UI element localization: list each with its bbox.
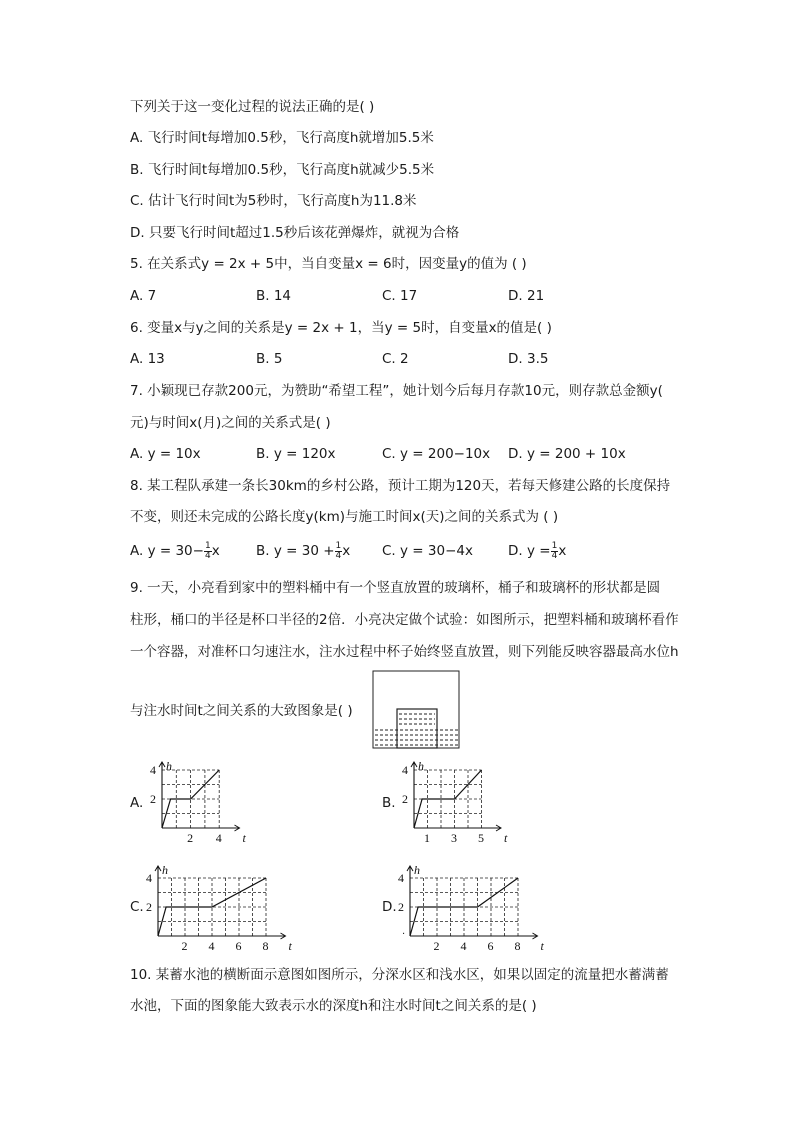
x-tick-label: 6 xyxy=(235,939,242,953)
q9-stem-line2: 柱形，桶口的半径是杯口半径的2倍．小亮决定做个试验：如图所示，把塑料桶和玻璃杯看作 xyxy=(130,612,679,628)
q6-option-a: A. 13 xyxy=(130,351,165,367)
q4-option-b: B. 飞行时间t每增加0.5秒，飞行高度h就减少5.5米 xyxy=(130,162,435,178)
fraction-numerator: 1 xyxy=(335,540,342,551)
graph-d xyxy=(396,862,546,952)
q8-option-c: C. y = 30−4x xyxy=(382,543,473,559)
q10-stem-line1: 10. 某蓄水池的横断面示意图如图所示，分深水区和浅水区，如果以固定的流量把水蓄满蓄 xyxy=(130,967,669,983)
x-tick-label: 5 xyxy=(478,831,484,845)
variable-x: x xyxy=(558,543,567,559)
x-tick-label: 4 xyxy=(208,939,215,953)
variable-x: x xyxy=(342,543,351,559)
bucket-cup-figure xyxy=(372,670,462,750)
graph-b-label: B. xyxy=(382,795,396,811)
q7-option-a: A. y = 10x xyxy=(130,446,201,462)
x-tick-label: 3 xyxy=(451,831,457,845)
q8-option-a-text: A. y = 30− xyxy=(130,543,204,559)
q5-option-c: C. 17 xyxy=(382,288,418,304)
q9-stem-line3: 一个容器，对准杯口匀速注水，注水过程中杯子始终竖直放置，则下列能反映容器最高水位h xyxy=(130,644,679,660)
y-tick-label: 2 xyxy=(146,900,152,914)
axis-label-t: t xyxy=(504,831,508,845)
x-tick-label: 4 xyxy=(215,831,222,845)
q8-option-b-text: B. y = 30 + xyxy=(256,543,335,559)
q8-option-d xyxy=(508,541,566,561)
x-tick-label: 2 xyxy=(187,831,194,845)
q4-option-c: C. 估计飞行时间t为5秒时，飞行高度h为11.8米 xyxy=(130,193,417,209)
fraction-denominator: 4 xyxy=(551,550,558,561)
q8-option-a xyxy=(130,541,220,561)
q8-option-b xyxy=(256,541,350,561)
q6-option-b: B. 5 xyxy=(256,351,283,367)
q7-stem-line1: 7. 小颖现已存款200元，为赞助“希望工程”，她计划今后每月存款10元，则存款总金额y( xyxy=(130,383,663,399)
graph-a xyxy=(144,758,254,844)
fraction-numerator: 1 xyxy=(204,540,211,551)
fraction-denominator: 4 xyxy=(204,550,211,561)
y-tick-label: 2 xyxy=(398,900,404,914)
variable-x: x xyxy=(211,543,220,559)
q5-option-d: D. 21 xyxy=(508,288,545,304)
q10-stem-line2: 水池，下面的图象能大致表示水的深度h和注水时间t之间关系的是( ) xyxy=(130,998,537,1014)
graph-c xyxy=(144,862,294,952)
x-tick-label: 8 xyxy=(514,939,521,953)
x-tick-label: 6 xyxy=(487,939,494,953)
x-tick-label: 2 xyxy=(433,939,440,953)
x-tick-label: 1 xyxy=(424,831,430,845)
y-tick-label: 4 xyxy=(398,871,404,885)
q7-option-b: B. y = 120x xyxy=(256,446,336,462)
x-tick-label: 8 xyxy=(262,939,269,953)
y-tick-label: 4 xyxy=(146,871,152,885)
water-hatching xyxy=(375,714,458,745)
q6-option-d: D. 3.5 xyxy=(508,351,549,367)
q9-stem-line1: 9. 一天，小亮看到家中的塑料桶中有一个竖直放置的玻璃杯，桶子和玻璃杯的形状都是圆 xyxy=(130,580,661,596)
q8-option-d-text: D. y = xyxy=(508,543,551,559)
q8-stem-line1: 8. 某工程队承建一条长30km的乡村公路，预计工期为120天，若每天修建公路的长度保持 xyxy=(130,478,671,494)
x-tick-label: 4 xyxy=(460,939,467,953)
axis-label-t: t xyxy=(288,939,292,953)
water-level-line xyxy=(162,770,219,828)
q4-option-a: A. 飞行时间t每增加0.5秒，飞行高度h就增加5.5米 xyxy=(130,130,434,146)
y-tick-label: 2 xyxy=(150,792,156,806)
axis-label-h: h xyxy=(418,759,424,773)
q8-option-a-fraction xyxy=(204,542,212,561)
axis-label-h: h xyxy=(162,863,168,877)
axis-label-h: h xyxy=(414,863,420,877)
axis-label-t: t xyxy=(540,939,544,953)
q8-stem-line2: 不变，则还未完成的公路长度y(km)与施工时间x(天)之间的关系式为 ( ) xyxy=(130,509,559,525)
q7-option-d: D. y = 200 + 10x xyxy=(508,446,626,462)
axis-label-t: t xyxy=(242,831,246,845)
q6-stem: 6. 变量x与y之间的关系是y = 2x + 1，当y = 5时，自变量x的值是( ) xyxy=(130,320,552,336)
graph-c-label: C. xyxy=(130,899,144,915)
q7-stem-line2: 元)与时间x(月)之间的关系式是( ) xyxy=(130,415,331,431)
graph-d-label: D. xyxy=(382,899,397,915)
q5-option-b: B. 14 xyxy=(256,288,292,304)
q9-stem-line4: 与注水时间t之间关系的大致图象是( ) xyxy=(130,703,353,719)
fraction-denominator: 4 xyxy=(335,550,342,561)
q5-stem: 5. 在关系式y = 2x + 5中，当自变量x = 6时，因变量y的值为 ( ) xyxy=(130,256,527,272)
q6-option-c: C. 2 xyxy=(382,351,409,367)
y-tick-label: 4 xyxy=(402,763,408,777)
q7-option-c: C. y = 200−10x xyxy=(382,446,491,462)
q4-option-d: D. 只要飞行时间t超过1.5秒后该花弹爆炸，就视为合格 xyxy=(130,225,460,241)
x-tick-label: 2 xyxy=(181,939,188,953)
fraction-numerator: 1 xyxy=(551,540,558,551)
graph-b xyxy=(396,758,506,844)
graph-a-label: A. xyxy=(130,795,144,811)
axis-label-h: h xyxy=(166,759,172,773)
y-tick-label: 4 xyxy=(150,763,156,777)
q5-option-a: A. 7 xyxy=(130,288,157,304)
cup-outline xyxy=(397,709,437,748)
y-tick-label: 2 xyxy=(402,792,408,806)
intro-text: 下列关于这一变化过程的说法正确的是( ) xyxy=(130,99,375,115)
